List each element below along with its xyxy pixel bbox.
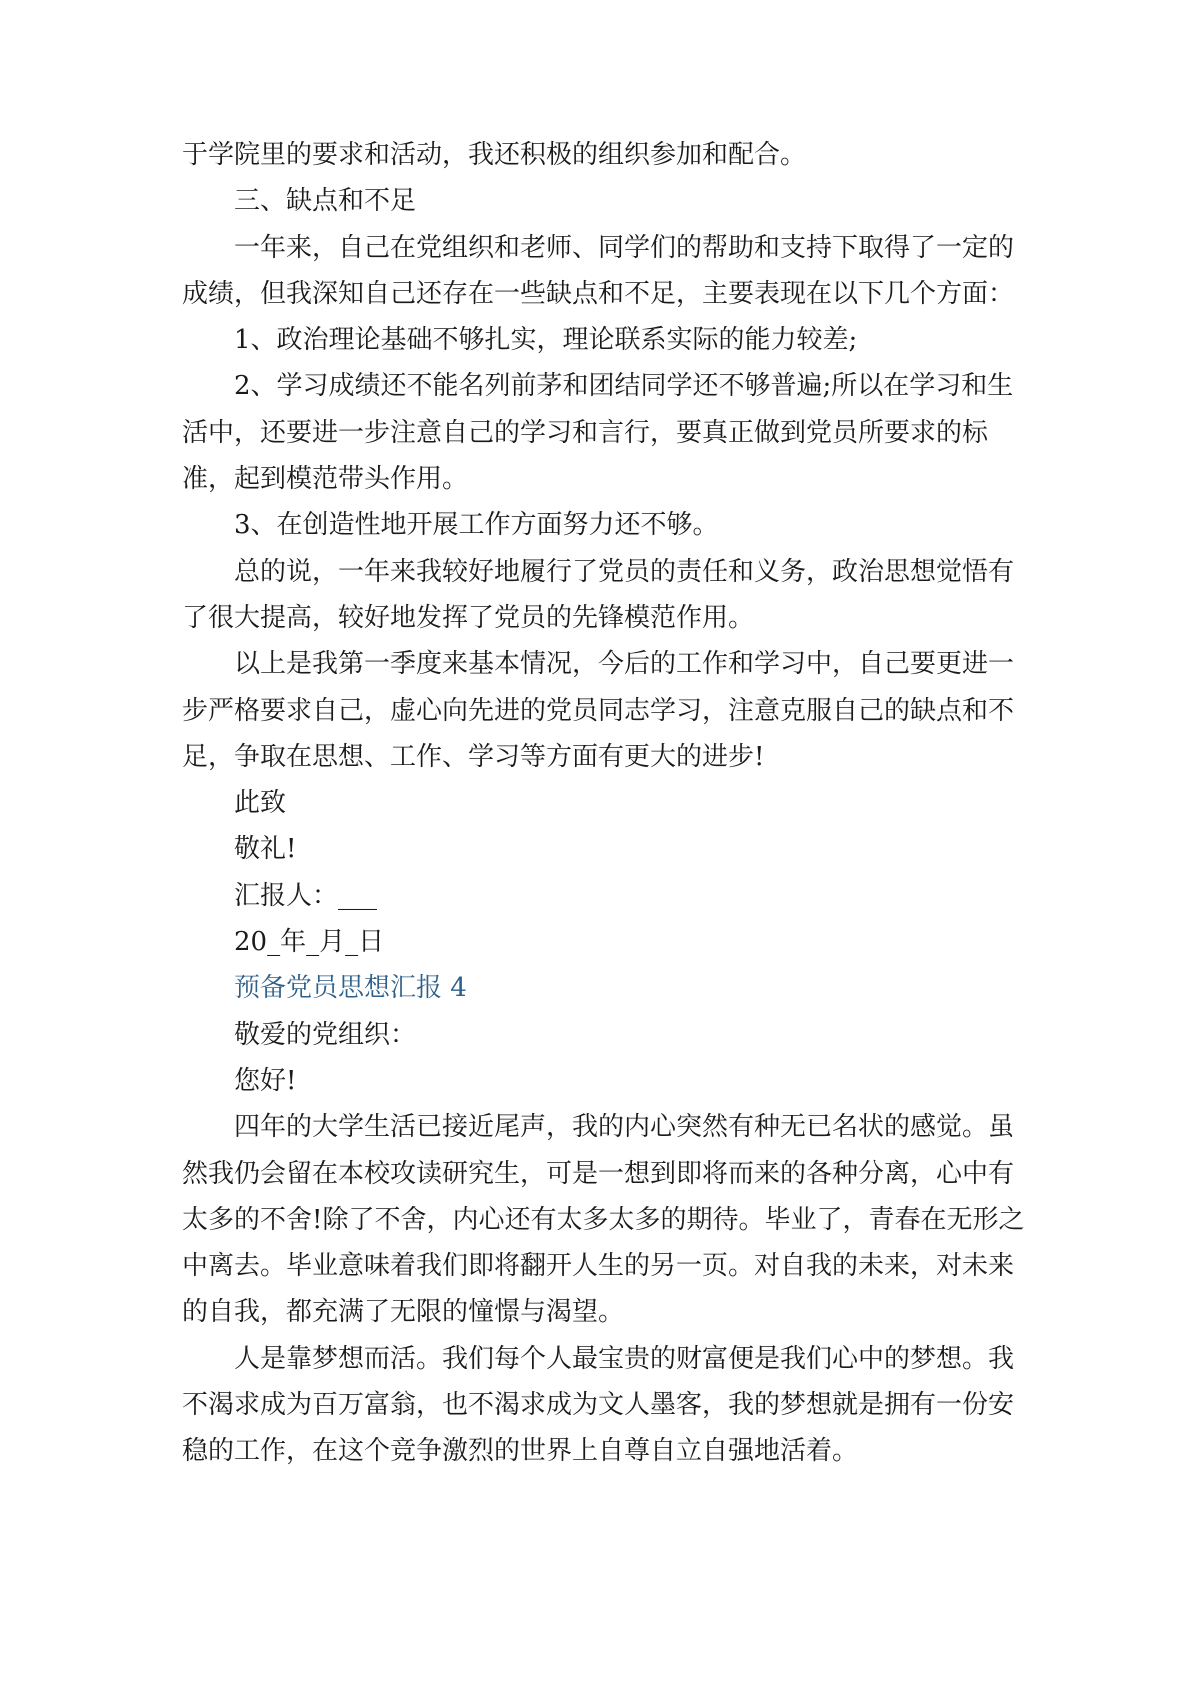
closing-respect: 敬礼! xyxy=(234,834,297,865)
paragraph-university-life: 四年的大学生活已接近尾声，我的内心突然有种无已名状的感觉。虽然我仍会留在本校攻读研究生，可是一想到即将而来的各种分离，心中有太多的不舍!除了不舍，内心还有太多太多的期待。毕业了，青春在无形之中离去。毕业意味着我们即将翻开人生的另一页。对自我的未来，对未来的自我，都充满了无限的憧憬与渴望。 xyxy=(182,1112,1025,1328)
date-line: 20_年_月_日 xyxy=(234,927,385,958)
section-heading-shortcomings: 三、缺点和不足 xyxy=(234,186,417,217)
list-item-3: 3、在创造性地开展工作方面努力还不够。 xyxy=(234,510,719,541)
paragraph-continuation: 于学院里的要求和活动，我还积极的组织参加和配合。 xyxy=(182,140,807,170)
list-item-2: 2、学习成绩还不能名列前茅和团结同学还不够普遍;所以在学习和生活中，还要进一步注意自己的学习和言行，要真正做到党员所要求的标准，起到模范带头作用。 xyxy=(182,371,1014,495)
document-body xyxy=(182,132,1032,1475)
greeting-hello: 您好! xyxy=(234,1065,297,1096)
paragraph-summary: 总的说，一年来我较好地履行了党员的责任和义务，政治思想觉悟有了很大提高，较好地发挥了党员的先锋模范作用。 xyxy=(182,556,1015,633)
paragraph-dreams: 人是靠梦想而活。我们每个人最宝贵的财富便是我们心中的梦想。我不渴求成为百万富翁，也不渴求成为文人墨客，我的梦想就是拥有一份安稳的工作，在这个竞争激烈的世界上自尊自立自强地活着。 xyxy=(182,1343,1015,1467)
reporter-line: 汇报人：___ xyxy=(234,880,378,911)
paragraph-conclusion: 以上是我第一季度来基本情况，今后的工作和学习中，自己要更进一步严格要求自己，虚心向先进的党员同志学习，注意克服自己的缺点和不足，争取在思想、工作、学习等方面有更大的进步! xyxy=(182,649,1015,772)
closing-salutation: 此致 xyxy=(234,788,287,819)
greeting-addressee: 敬爱的党组织： xyxy=(234,1019,417,1050)
report-title-4: 预备党员思想汇报 4 xyxy=(234,973,467,1004)
list-item-1: 1、政治理论基础不够扎实，理论联系实际的能力较差; xyxy=(234,325,858,356)
paragraph-shortcomings-intro: 一年来，自己在党组织和老师、同学们的帮助和支持下取得了一定的成绩，但我深知自己还存在一些缺点和不足，主要表现在以下几个方面： xyxy=(182,232,1015,309)
